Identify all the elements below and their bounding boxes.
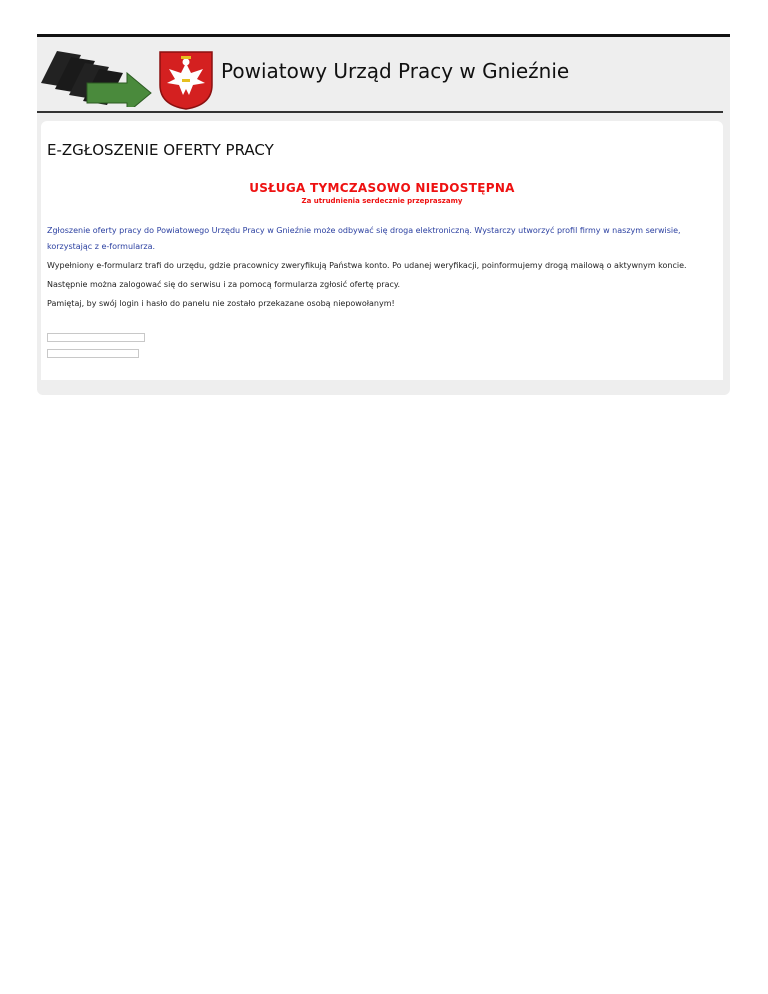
password-input[interactable] bbox=[47, 349, 139, 358]
intro-paragraph: Zgłoszenie oferty pracy do Powiatowego Urzędu Pracy w Gnieźnie może odbywać się droga elektroniczną. Wystarczy utworzyć profil firmy w naszym serwisie, korzystając z e-formularza. bbox=[47, 226, 681, 251]
login-input[interactable] bbox=[47, 333, 145, 342]
page-title: E-ZGŁOSZENIE OFERTY PRACY bbox=[47, 141, 274, 159]
white-eagle-crest-icon bbox=[157, 49, 215, 111]
site-header bbox=[37, 37, 723, 113]
login-instructions-paragraph: Następnie można zalogować się do serwisu i za pomocą formularza zgłosić ofertę pracy. bbox=[47, 280, 401, 289]
content-panel bbox=[41, 121, 723, 380]
verification-paragraph: Wypełniony e-formularz trafi do urzędu, gdzie pracownicy zweryfikują Państwa konto. Po udanej weryfikacji, poinformujemy drogą mailową o aktywnym koncie. bbox=[47, 261, 687, 270]
apology-note: Za utrudnienia serdecznie przepraszamy bbox=[301, 197, 463, 205]
service-unavailable-alert: USŁUGA TYMCZASOWO NIEDOSTĘPNA bbox=[249, 181, 515, 195]
page-frame bbox=[37, 34, 730, 395]
site-title: Powiatowy Urząd Pracy w Gnieźnie bbox=[221, 59, 570, 83]
security-warning-paragraph: Pamiętaj, by swój login i hasło do panelu nie zostało przekazane osobą niepowołanym! bbox=[47, 299, 395, 308]
